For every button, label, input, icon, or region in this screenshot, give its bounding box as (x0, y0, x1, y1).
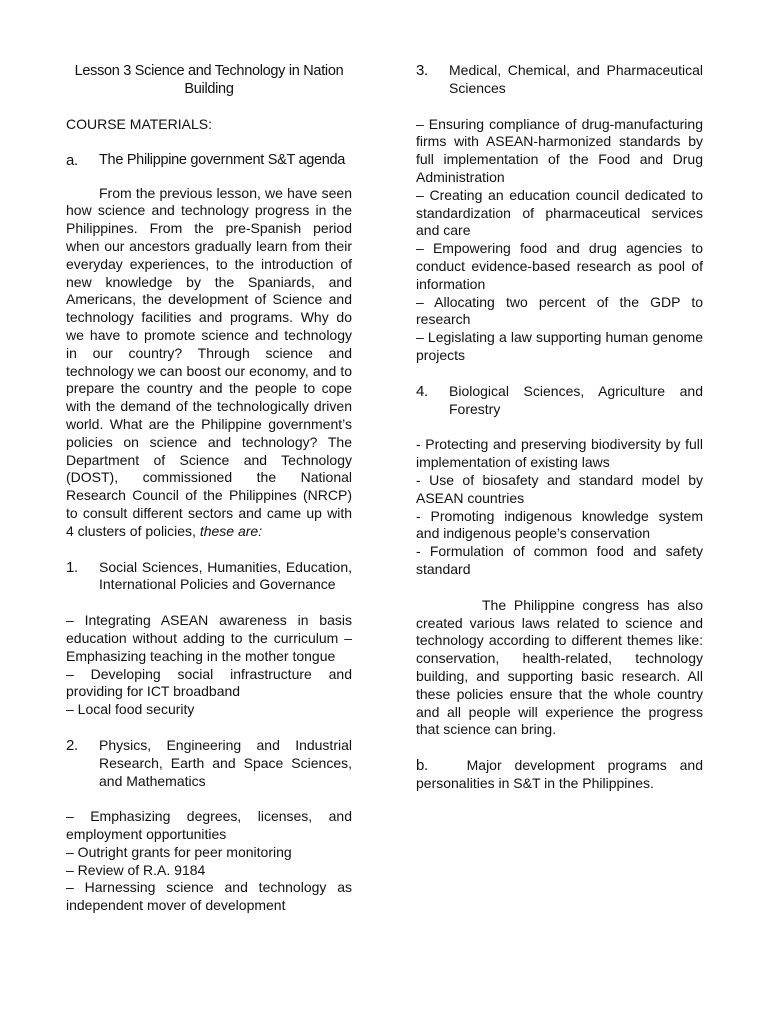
section-b-marker: b. (416, 757, 428, 775)
section-a-marker: a. (66, 151, 78, 169)
right-column (416, 62, 703, 793)
cluster-3-list (416, 116, 703, 365)
cluster-4-heading (416, 383, 703, 419)
list-item: – Legislating a law supporting human genome projects (416, 329, 703, 363)
section-b-paragraph (416, 757, 703, 793)
list-item: – Creating an education council dedicated to standardization of pharmaceutical services and care (416, 186, 703, 239)
cluster-2-list (66, 808, 352, 915)
list-item: – Outright grants for peer monitoring (66, 843, 292, 860)
intro-tail: these are: (199, 522, 263, 539)
cluster-4-marker: 4. (416, 382, 428, 400)
section-a-heading (66, 152, 352, 170)
list-item: – Review of R.A. 9184 (66, 861, 206, 878)
cluster-1-marker: 1. (66, 558, 78, 576)
list-item: – Ensuring compliance of drug-manufacturing firms with ASEAN-harmonized standards by full implementation of the Food and Drug Administration (416, 115, 703, 185)
cluster-2-title: Physics, Engineering and Industrial Research, Earth and Space Sciences, and Mathematics (99, 736, 352, 789)
list-item: – Allocating two percent of the GDP to research (416, 293, 703, 328)
left-column (66, 62, 352, 915)
section-b-text: Major development programs and personalities in S&T in the Philippines. (416, 757, 703, 791)
list-item: – Harnessing science and technology as independent mover of development (66, 879, 352, 914)
list-item: – Integrating ASEAN awareness in basis education without adding to the curriculum – Emphasizing teaching in the mother tongue (66, 612, 352, 664)
list-item: - Use of biosafety and standard model by ASEAN countries (416, 471, 703, 506)
cluster-4-title: Biological Sciences, Agriculture and Forestry (449, 382, 703, 417)
cluster-2-heading (66, 737, 352, 790)
list-item: – Local food security (66, 701, 195, 718)
document-title: Lesson 3 Science and Technology in Nation Building (74, 63, 344, 97)
list-item: - Formulation of common food and safety standard (416, 543, 703, 577)
cluster-2-marker: 2. (66, 736, 78, 754)
congress-paragraph: The Philippine congress has also created various laws related to science and technology according to different themes like: conservation, health-related, technology building, and supporting basic research. All these policies ensure that the whole country and all people will experience the progress that science can bring. (416, 596, 703, 738)
cluster-3-title: Medical, Chemical, and Pharmaceutical Sciences (449, 62, 703, 96)
list-item: - Promoting indigenous knowledge system and indigenous people’s conservation (416, 507, 703, 542)
cluster-1-title: Social Sciences, Humanities, Education, International Policies and Governance (99, 558, 352, 593)
intro-paragraph (66, 185, 352, 541)
section-a-title: The Philippine government S&T agenda (99, 151, 346, 168)
list-item: – Developing social infrastructure and providing for ICT broadband (66, 665, 352, 700)
list-item: - Protecting and preserving biodiversity by full implementation of existing laws (416, 436, 703, 471)
course-materials-label: COURSE MATERIALS: (66, 116, 212, 132)
intro-paragraph-text: From the previous lesson, we have seen how science and technology progress in the Philippines. From the pre-Spanish period when our ancestors gradually learn from their everyday experiences, to the introduction of new knowledge by the Spaniards, and Americans, the development of Science and technology facilities and programs. Why do we have to promote science and technology in our country? Through science and technology we can boost our economy, and to prepare the country and the people to cope with the demand of the technologically driven world. What are the Philippine government’s policies on science and technology? The Department of Science and Technology (DOST), commissioned the National Research Council of the Philippines (NRCP) to consult different sectors and came up with 4 clusters of policies, (66, 184, 352, 539)
cluster-1-list (66, 612, 352, 719)
cluster-4-list (416, 436, 703, 578)
cluster-3-heading (416, 62, 703, 98)
list-item: – Empowering food and drug agencies to conduct evidence-based research as pool of information (416, 240, 703, 292)
list-item: – Emphasizing degrees, licenses, and employment opportunities (66, 808, 352, 843)
cluster-1-heading (66, 559, 352, 595)
cluster-3-marker: 3. (416, 62, 428, 79)
